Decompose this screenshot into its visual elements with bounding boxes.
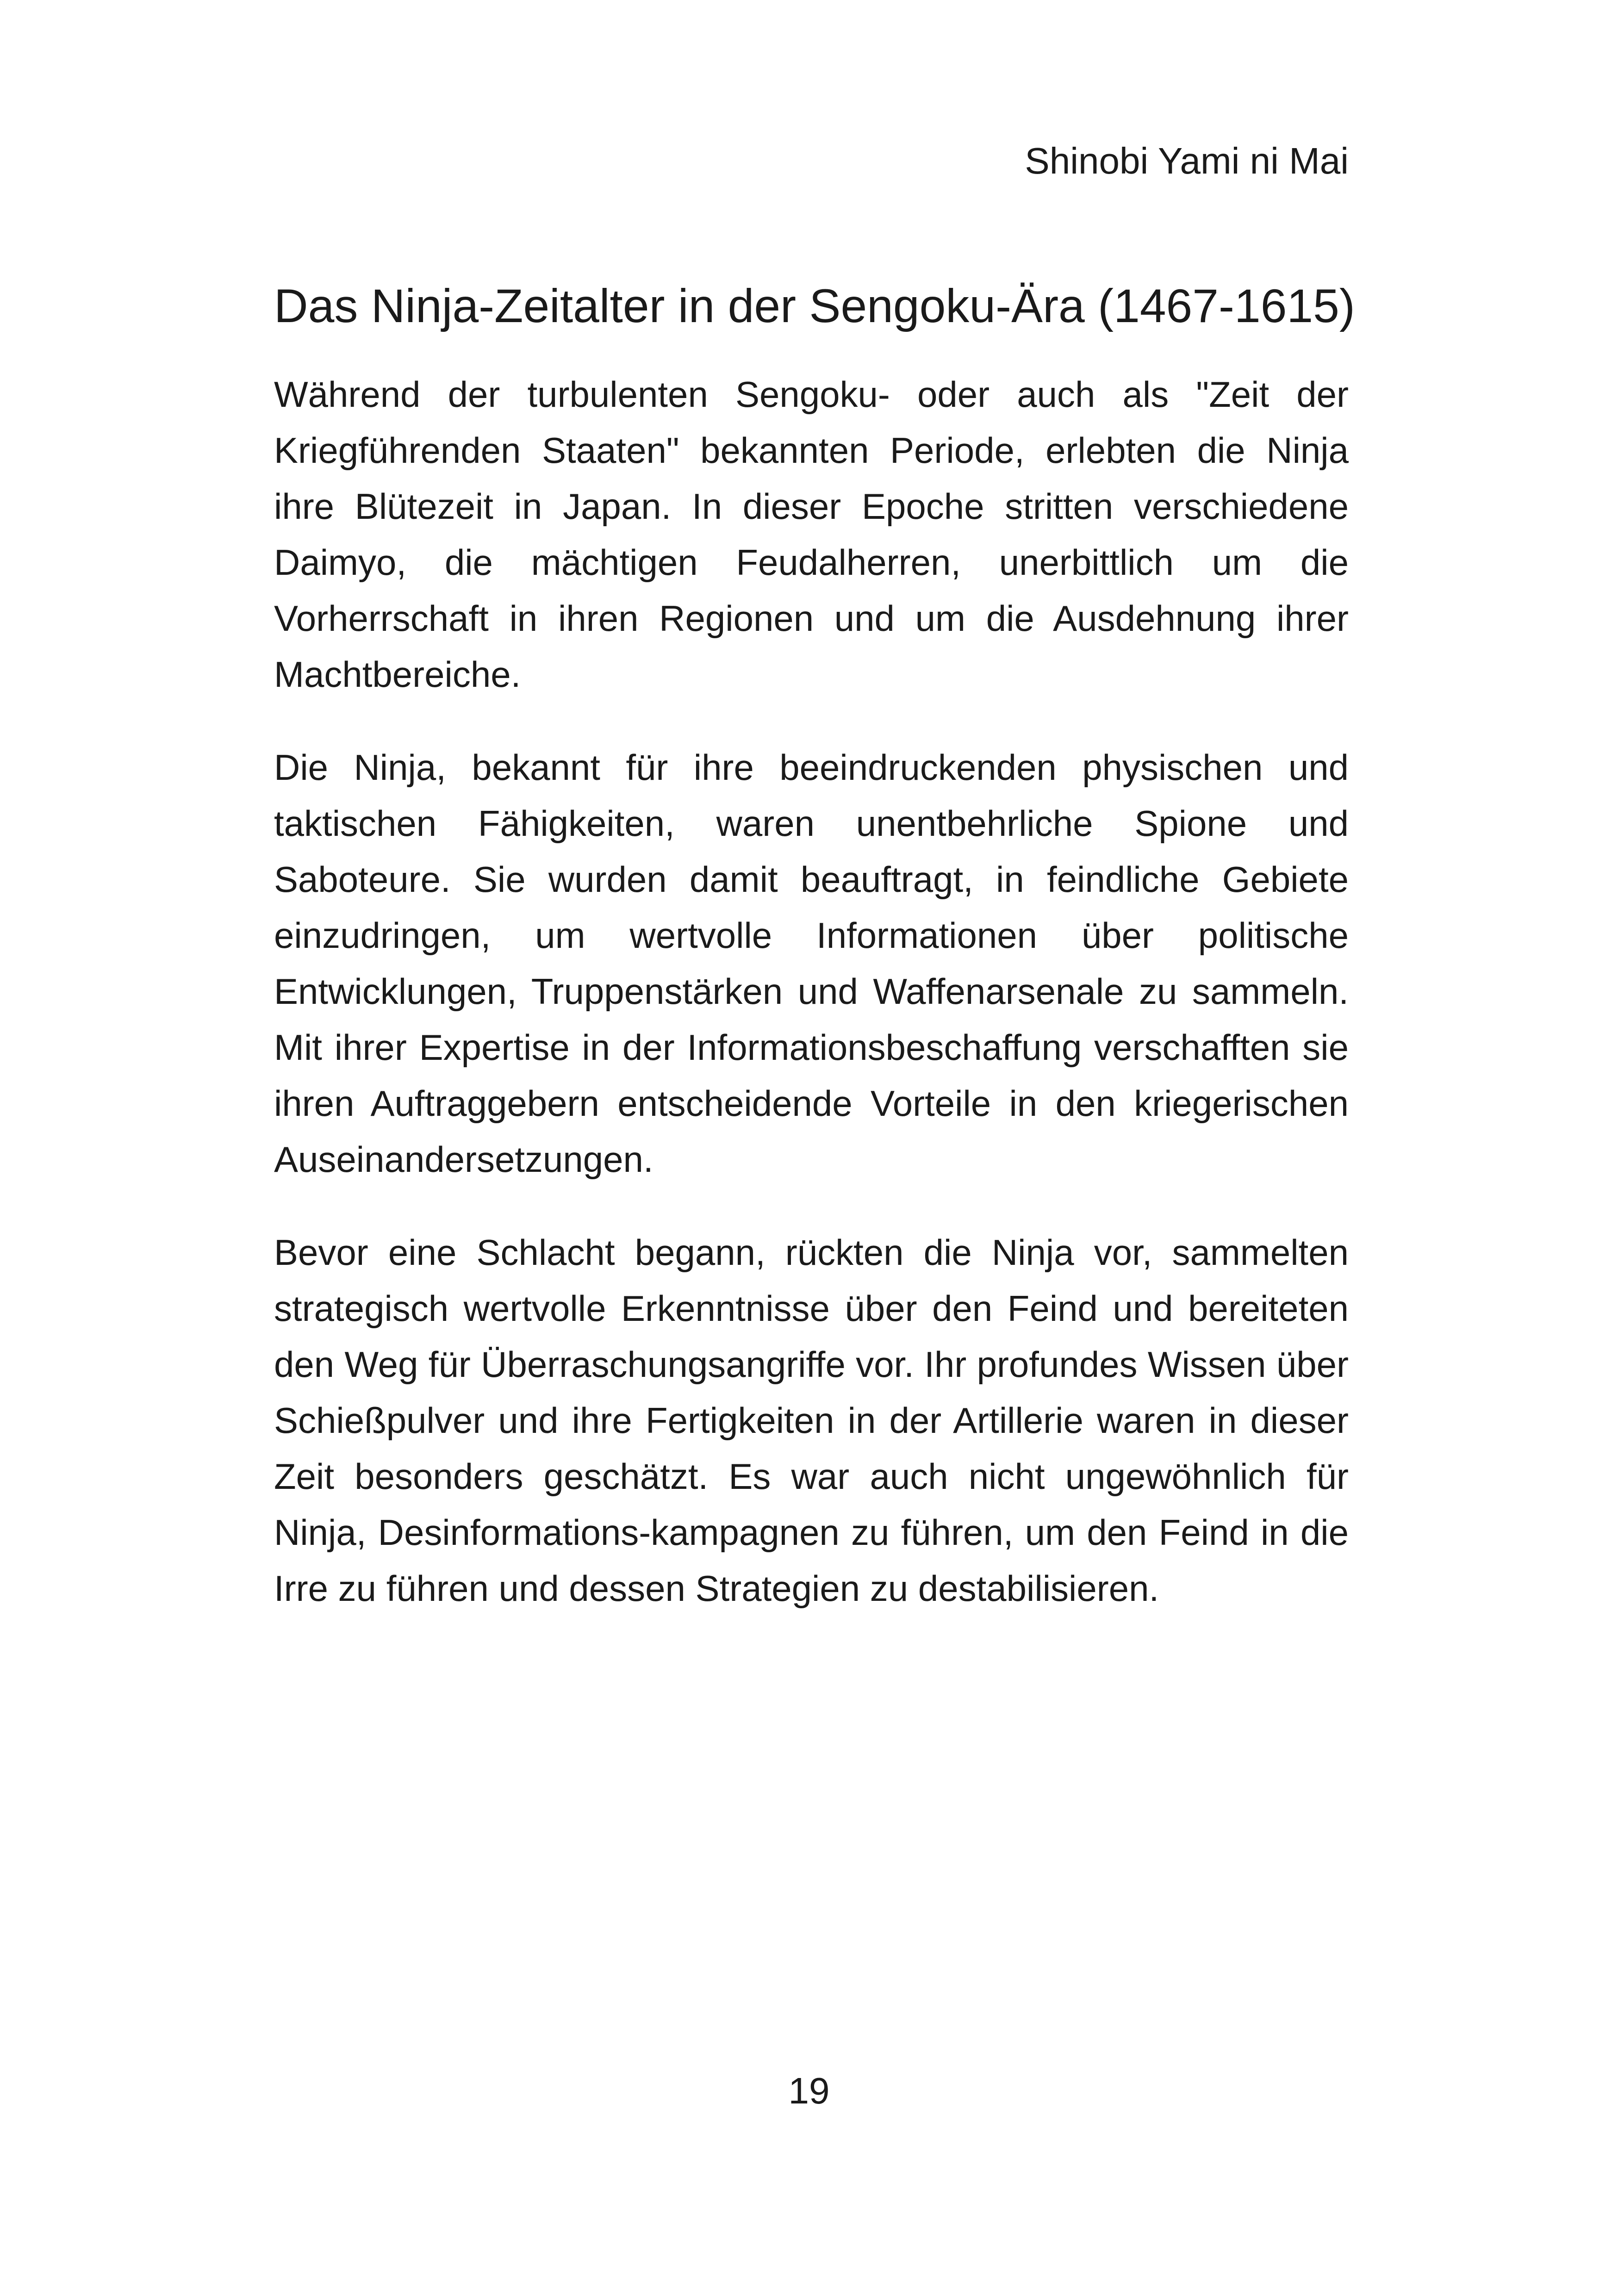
paragraph-3: Bevor eine Schlacht begann, rückten die Ninja vor, sammelten strategisch wertvolle Erkenntnisse über den Feind und bereiteten den Weg für Überraschungsangriffe vor. Ihr profundes Wissen über Schießpulver und ihre Fertigkeiten in der Artillerie waren in dieser Zeit besonders geschätzt. Es war auch nicht ungewöhnlich für Ninja, Desinformations-kampagnen zu führen, um den Feind in die Irre zu führen und dessen Strategien zu destabilisieren. bbox=[274, 1232, 1349, 1609]
page-body bbox=[274, 278, 1355, 1654]
paragraph-1: Während der turbulenten Sengoku- oder auch als "Zeit der Kriegführenden Staaten" bekannten Periode, erlebten die Ninja ihre Blütezeit in Japan. In dieser Epoche stritten verschiedene Daimyo, die mächtigen Feudalherren, unerbittlich um die Vorherrschaft in ihren Regionen und um die Ausdehnung ihrer Machtbereiche. bbox=[274, 374, 1349, 695]
running-header: Shinobi Yami ni Mai bbox=[1025, 140, 1349, 181]
paragraph-2: Die Ninja, bekannt für ihre beeindruckenden physischen und taktischen Fähigkeiten, waren unentbehrliche Spione und Saboteure. Sie wurden damit beauftragt, in feindliche Gebiete einzudringen, um wertvolle Informationen über politische Entwicklungen, Truppenstärken und Waffenarsenale zu sammeln. Mit ihrer Expertise in der Informationsbeschaffung verschafften sie ihren Auftraggebern entscheidende Vorteile in den kriegerischen Auseinandersetzungen. bbox=[274, 747, 1349, 1180]
chapter-title: Das Ninja-Zeitalter in der Sengoku-Ära (1467-1615) bbox=[274, 280, 1355, 332]
page-number: 19 bbox=[788, 2070, 830, 2111]
